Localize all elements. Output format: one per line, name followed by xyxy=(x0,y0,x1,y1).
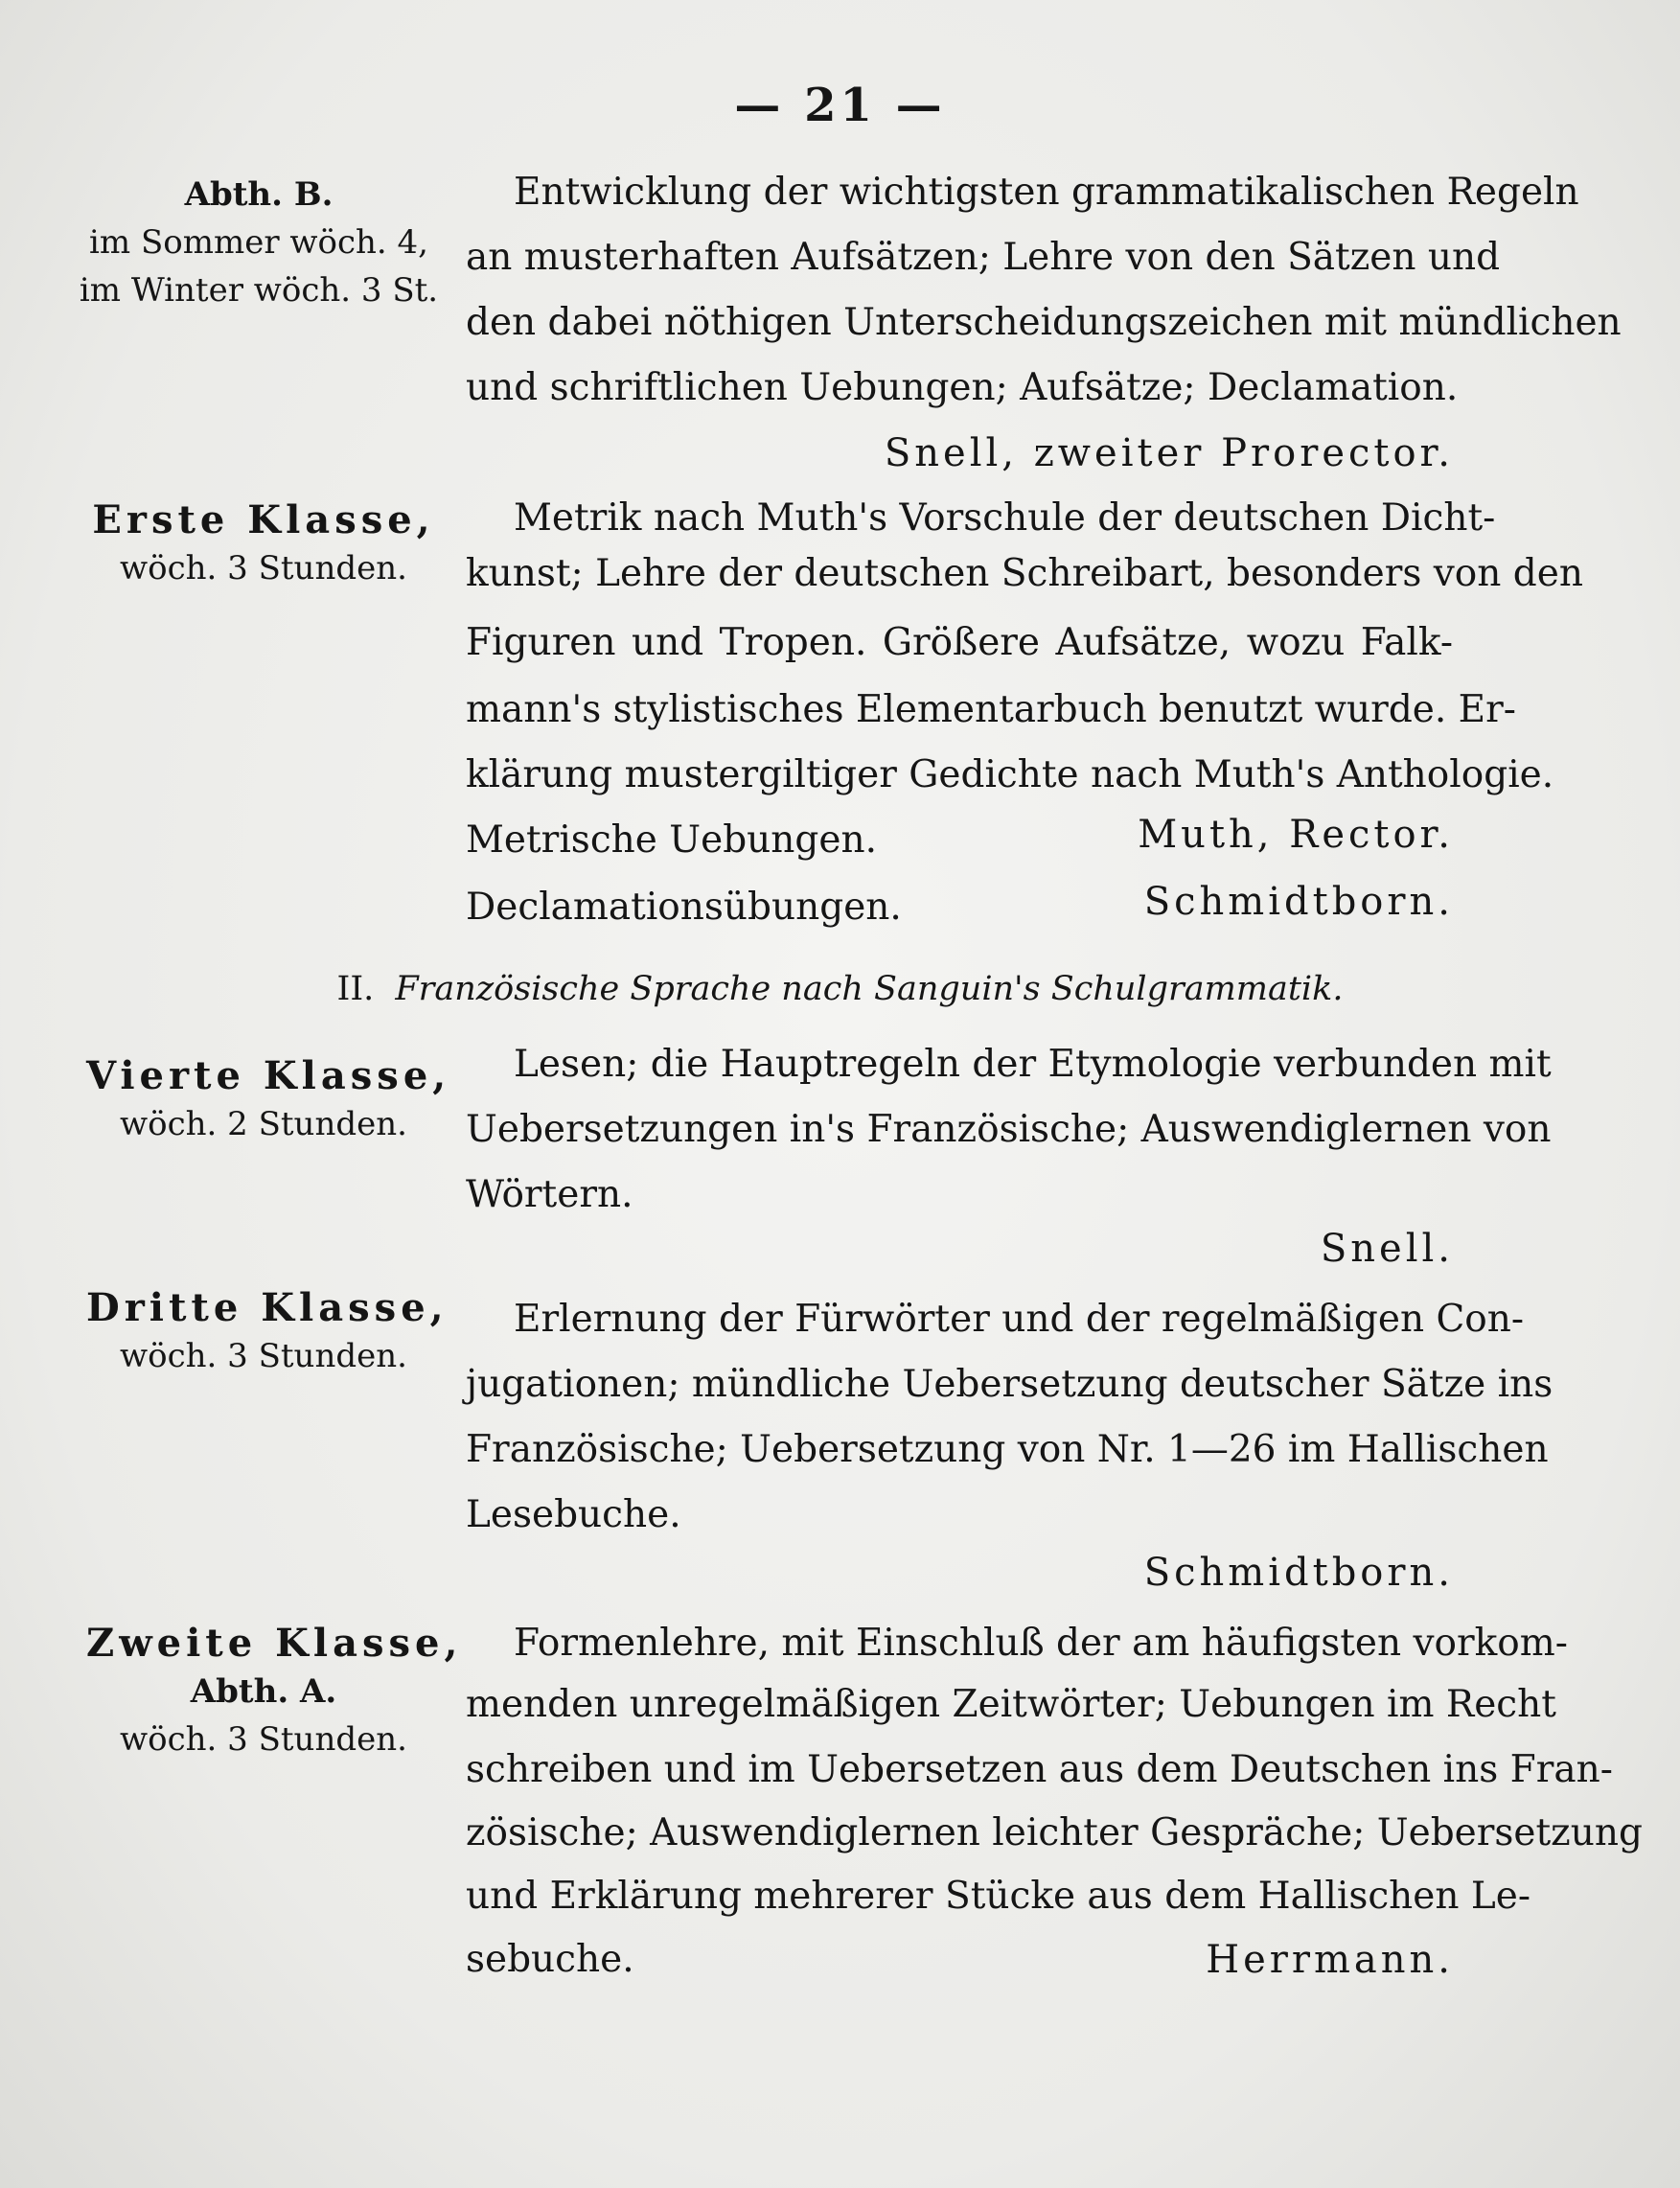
text-line: Wörtern. xyxy=(466,1173,633,1216)
text-line: Entwicklung der wichtigsten grammatikalischen Regeln xyxy=(514,171,1579,214)
text-line: schreiben und im Uebersetzen aus dem Deutschen ins Fran- xyxy=(466,1748,1613,1791)
text-line: Lesebuche. xyxy=(466,1493,681,1536)
teacher-signature: Muth, Rector. xyxy=(1138,813,1454,857)
zweite-klasse-side-note xyxy=(86,1620,463,1763)
text-line: und schriftlichen Uebungen; Aufsätze; Declamation. xyxy=(466,366,1459,409)
class-name: Vierte Klasse, xyxy=(86,1053,451,1098)
text-line: Metrik nach Muth's Vorschule der deutschen Dicht- xyxy=(514,496,1496,540)
text-line: und Erklärung mehrerer Stücke aus dem Hallischen Le- xyxy=(466,1875,1531,1918)
vierte-klasse-side-note xyxy=(86,1052,451,1148)
section-b-side-note xyxy=(58,171,460,314)
dritte-klasse-side-note xyxy=(86,1284,449,1380)
text-line: Formenlehre, mit Einschluß der am häufigsten vorkom- xyxy=(514,1622,1568,1665)
section-number: II. xyxy=(336,970,375,1008)
text-line: den dabei nöthigen Unterscheidungszeichen mit mündlichen xyxy=(466,301,1622,344)
class-name: Erste Klasse, xyxy=(92,497,435,542)
text-line: jugationen; mündliche Uebersetzung deutscher Sätze ins xyxy=(466,1363,1553,1406)
teacher-signature: Snell, zweiter Prorector. xyxy=(884,431,1454,475)
text-line: Französische; Uebersetzung von Nr. 1—26 im Hallischen xyxy=(466,1428,1549,1471)
page-number: — 21 — xyxy=(734,79,946,132)
text-line: Figuren und Tropen. Größere Aufsätze, wozu Falk- xyxy=(466,621,1453,664)
text-line: kunst; Lehre der deutschen Schreibart, besonders von den xyxy=(466,552,1583,595)
text-line: Metrische Uebungen. xyxy=(466,818,877,862)
side-detail: im Winter wöch. 3 St. xyxy=(79,271,439,310)
side-title: Abth. B. xyxy=(184,175,334,214)
teacher-signature: Schmidtborn. xyxy=(1143,1551,1454,1595)
text-line: zösische; Auswendiglernen leichter Gespräche; Uebersetzung xyxy=(466,1811,1643,1854)
text-line: sebuche. xyxy=(466,1938,634,1981)
text-line: mann's stylistisches Elementarbuch benutzt wurde. Er- xyxy=(466,688,1516,731)
side-detail: im Sommer wöch. 4, xyxy=(89,223,428,262)
text-line: Uebersetzungen in's Französische; Auswendiglernen von xyxy=(466,1108,1552,1151)
class-hours: wöch. 3 Stunden. xyxy=(120,549,407,587)
class-division: Abth. A. xyxy=(190,1672,337,1711)
class-hours: wöch. 3 Stunden. xyxy=(120,1337,407,1375)
teacher-signature: Snell. xyxy=(1320,1227,1454,1271)
text-line: Lesen; die Hauptregeln der Etymologie verbunden mit xyxy=(514,1043,1552,1086)
text-line: klärung mustergiltiger Gedichte nach Muth's Anthologie. xyxy=(466,753,1554,796)
text-line: menden unregelmäßigen Zeitwörter; Uebungen im Recht xyxy=(466,1683,1556,1726)
class-name: Zweite Klasse, xyxy=(86,1621,463,1666)
class-hours: wöch. 3 Stunden. xyxy=(120,1720,407,1759)
teacher-signature: Schmidtborn. xyxy=(1143,880,1454,924)
class-hours: wöch. 2 Stunden. xyxy=(120,1105,407,1143)
text-line: Declamationsübungen. xyxy=(466,886,902,929)
section-title: Französische Sprache nach Sanguin's Schulgrammatik. xyxy=(395,970,1344,1008)
text-line: an musterhaften Aufsätzen; Lehre von den Sätzen und xyxy=(466,236,1501,279)
section-heading xyxy=(0,960,1680,1018)
erste-klasse-side-note xyxy=(86,496,441,592)
text-line: Erlernung der Fürwörter und der regelmäßigen Con- xyxy=(514,1298,1525,1341)
class-name: Dritte Klasse, xyxy=(86,1285,449,1330)
teacher-signature: Herrmann. xyxy=(1206,1938,1454,1982)
